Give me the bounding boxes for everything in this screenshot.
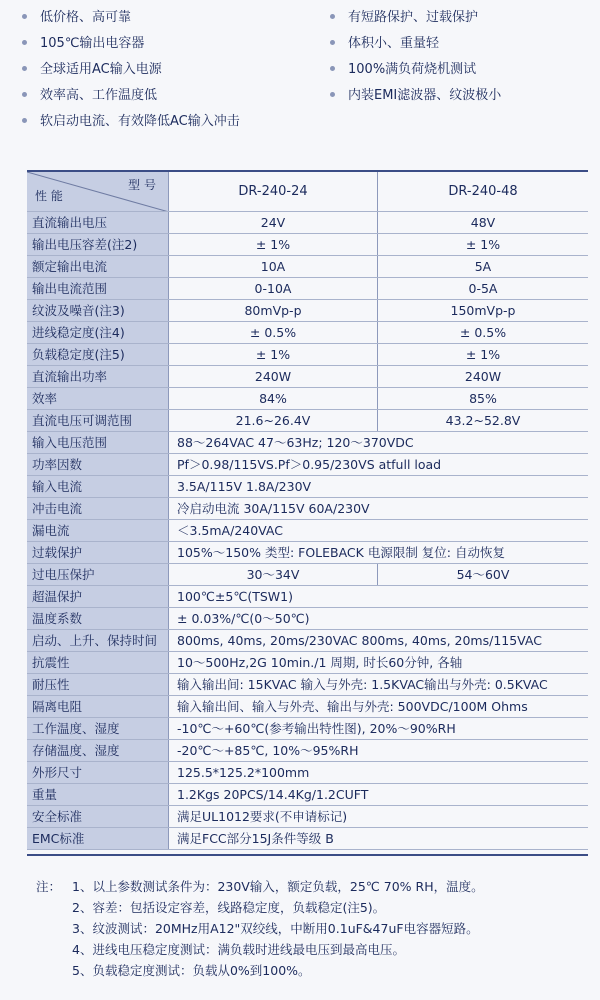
row-label: 进线稳定度(注4) — [27, 322, 169, 343]
row-value: 125.5*125.2*100mm — [177, 765, 310, 780]
bullet-icon — [330, 40, 335, 45]
row-label: 冲击电流 — [27, 498, 169, 519]
feature-item: 有短路保护、过载保护 — [330, 10, 478, 26]
table-row — [27, 300, 588, 322]
row-label: 漏电流 — [27, 520, 169, 541]
table-row — [27, 454, 588, 476]
row-value: ＜3.5mA/240VAC — [177, 523, 283, 538]
feature-item: 软启动电流、有效降低AC输入冲击 — [22, 114, 240, 130]
row-value: 3.5A/115V 1.8A/230V — [177, 479, 312, 494]
row-label: 直流电压可调范围 — [27, 410, 169, 431]
table-row — [27, 388, 588, 410]
note-item: 4、进线电压稳定度测试：满负载时进线最电压到最高电压。 — [72, 942, 405, 957]
feature-item: 低价格、高可靠 — [22, 10, 131, 26]
row-label: 负载稳定度(注5) — [27, 344, 169, 365]
bullet-icon — [330, 66, 335, 71]
note-item: 2、容差：包括设定容差，线路稳定度，负载稳定(注5)。 — [72, 900, 386, 915]
row-value: -20℃～+85℃, 10%～95%RH — [177, 743, 359, 758]
table-row — [27, 784, 588, 806]
bullet-icon — [22, 66, 27, 71]
row-label: 直流输出电压 — [27, 212, 169, 233]
table-row — [27, 630, 588, 652]
table-row — [27, 520, 588, 542]
row-label: 隔离电阻 — [27, 696, 169, 717]
model-a-value: 21.6~26.4V — [169, 410, 378, 431]
row-value: 1.2Kgs 20PCS/14.4Kg/1.2CUFT — [177, 787, 369, 802]
table-row — [27, 212, 588, 234]
row-label: 超温保护 — [27, 586, 169, 607]
table-row — [27, 586, 588, 608]
feature-list — [22, 10, 582, 140]
model-a-value: 0-10A — [169, 278, 378, 299]
row-label: 输出电流范围 — [27, 278, 169, 299]
row-value: 输入输出间: 15KVAC 输入与外壳: 1.5KVAC输出与外壳: 0.5KVAC — [177, 677, 548, 692]
row-label: 外形尺寸 — [27, 762, 169, 783]
feature-item: 105℃输出电容器 — [22, 36, 144, 52]
row-label: 工作温度、湿度 — [27, 718, 169, 739]
model-a-value: ± 1% — [169, 344, 378, 365]
table-row — [27, 234, 588, 256]
spec-table — [27, 170, 588, 856]
table-row — [27, 564, 588, 586]
notes-prefix: 注： — [36, 879, 62, 894]
model-b-value: 5A — [474, 259, 492, 274]
model-b-header: DR-240-48 — [448, 184, 518, 199]
table-row — [27, 806, 588, 828]
table-row — [27, 256, 588, 278]
model-a-value: ± 0.5% — [169, 322, 378, 343]
bullet-icon — [22, 92, 27, 97]
row-value: 冷启动电流 30A/115V 60A/230V — [177, 501, 370, 516]
table-row — [27, 674, 588, 696]
table-row — [27, 828, 588, 850]
model-b-value: 0-5A — [468, 281, 498, 296]
model-b-value: 54～60V — [456, 567, 510, 582]
note-item: 注： 1、以上参数测试条件为：230V输入，额定负载，25℃ 70% RH，温度。 — [36, 876, 586, 897]
table-row — [27, 718, 588, 740]
model-b-value: 240W — [464, 369, 502, 384]
row-label: 效率 — [27, 388, 169, 409]
bullet-icon — [22, 118, 27, 123]
notes-section — [36, 876, 586, 981]
feature-item: 内装EMI滤波器、纹波极小 — [330, 88, 501, 104]
row-value: ± 0.03%/℃(0～50℃) — [177, 611, 310, 626]
model-a-value: 240W — [169, 366, 378, 387]
model-b-value: ± 1% — [465, 347, 501, 362]
row-value: 100℃±5℃(TSW1) — [177, 589, 293, 604]
table-row — [27, 762, 588, 784]
row-label: 存储温度、湿度 — [27, 740, 169, 761]
table-row — [27, 432, 588, 454]
row-label: 抗震性 — [27, 652, 169, 673]
table-row — [27, 278, 588, 300]
row-label: 输出电压容差(注2) — [27, 234, 169, 255]
model-a-value: ± 1% — [169, 234, 378, 255]
row-value: 800ms, 40ms, 20ms/230VAC 800ms, 40ms, 20ms/115VAC — [177, 633, 542, 648]
feature-item: 全球适用AC输入电源 — [22, 62, 162, 78]
model-a-value: 10A — [169, 256, 378, 277]
row-label: 直流输出功率 — [27, 366, 169, 387]
row-label: 耐压性 — [27, 674, 169, 695]
model-b-value: 85% — [469, 391, 497, 406]
row-value: Pf＞0.98/115VS.Pf＞0.95/230VS atfull load — [177, 457, 442, 472]
table-header — [27, 172, 588, 212]
table-row — [27, 322, 588, 344]
row-value: 10～500Hz,2G 10min./1 周期, 时长60分钟, 各轴 — [177, 655, 463, 670]
model-a-value: 80mVp-p — [169, 300, 378, 321]
model-b-value: 48V — [470, 215, 496, 230]
table-row — [27, 608, 588, 630]
note-item: 3、纹波测试：20MHz用A12"双绞线，中断用0.1uF&47uF电容器短路。 — [72, 921, 479, 936]
model-b-value: ± 1% — [465, 237, 501, 252]
model-a-value: 24V — [169, 212, 378, 233]
model-b-value: ± 0.5% — [459, 325, 507, 340]
row-label: 输入电流 — [27, 476, 169, 497]
model-a-header: DR-240-24 — [169, 172, 378, 211]
row-label: 温度系数 — [27, 608, 169, 629]
model-a-value: 30～34V — [169, 564, 378, 585]
row-label: 功率因数 — [27, 454, 169, 475]
row-label: 纹波及噪音(注3) — [27, 300, 169, 321]
bullet-icon — [22, 14, 27, 19]
table-row — [27, 410, 588, 432]
table-row — [27, 542, 588, 564]
table-row — [27, 498, 588, 520]
row-label: 安全标准 — [27, 806, 169, 827]
bullet-icon — [330, 14, 335, 19]
table-row — [27, 696, 588, 718]
row-value: 满足FCC部分15J条件等级 B — [177, 831, 334, 846]
model-b-value: 150mVp-p — [450, 303, 516, 318]
model-b-value: 43.2~52.8V — [445, 413, 521, 428]
bullet-icon — [22, 40, 27, 45]
table-row — [27, 366, 588, 388]
row-label: EMC标准 — [27, 828, 169, 849]
table-row — [27, 740, 588, 762]
row-label: 过载保护 — [27, 542, 169, 563]
table-row — [27, 652, 588, 674]
note-item: 5、负载稳定度测试：负载从0%到100%。 — [72, 963, 311, 978]
model-header-label: 型 号 — [128, 178, 156, 192]
row-value: 88～264VAC 47～63Hz; 120～370VDC — [177, 435, 414, 450]
row-label: 启动、上升、保持时间 — [27, 630, 169, 651]
row-label: 输入电压范围 — [27, 432, 169, 453]
table-row — [27, 344, 588, 366]
model-a-value: 84% — [169, 388, 378, 409]
performance-header-label: 性 能 — [35, 189, 63, 203]
header-corner-cell — [27, 172, 169, 211]
feature-item: 体积小、重量轻 — [330, 36, 439, 52]
row-label: 过电压保护 — [27, 564, 169, 585]
row-value: 满足UL1012要求(不申请标记) — [177, 809, 348, 824]
row-value: 输入输出间、输入与外壳、输出与外壳: 500VDC/100M Ohms — [177, 699, 528, 714]
row-label: 额定输出电流 — [27, 256, 169, 277]
table-row — [27, 476, 588, 498]
feature-item: 效率高、工作温度低 — [22, 88, 157, 104]
row-value: 105%～150% 类型: FOLEBACK 电源限制 复位: 自动恢复 — [177, 545, 505, 560]
bullet-icon — [330, 92, 335, 97]
row-value: -10℃～+60℃(参考输出特性图), 20%～90%RH — [177, 721, 456, 736]
row-label: 重量 — [27, 784, 169, 805]
feature-item: 100%满负荷烧机测试 — [330, 62, 476, 78]
